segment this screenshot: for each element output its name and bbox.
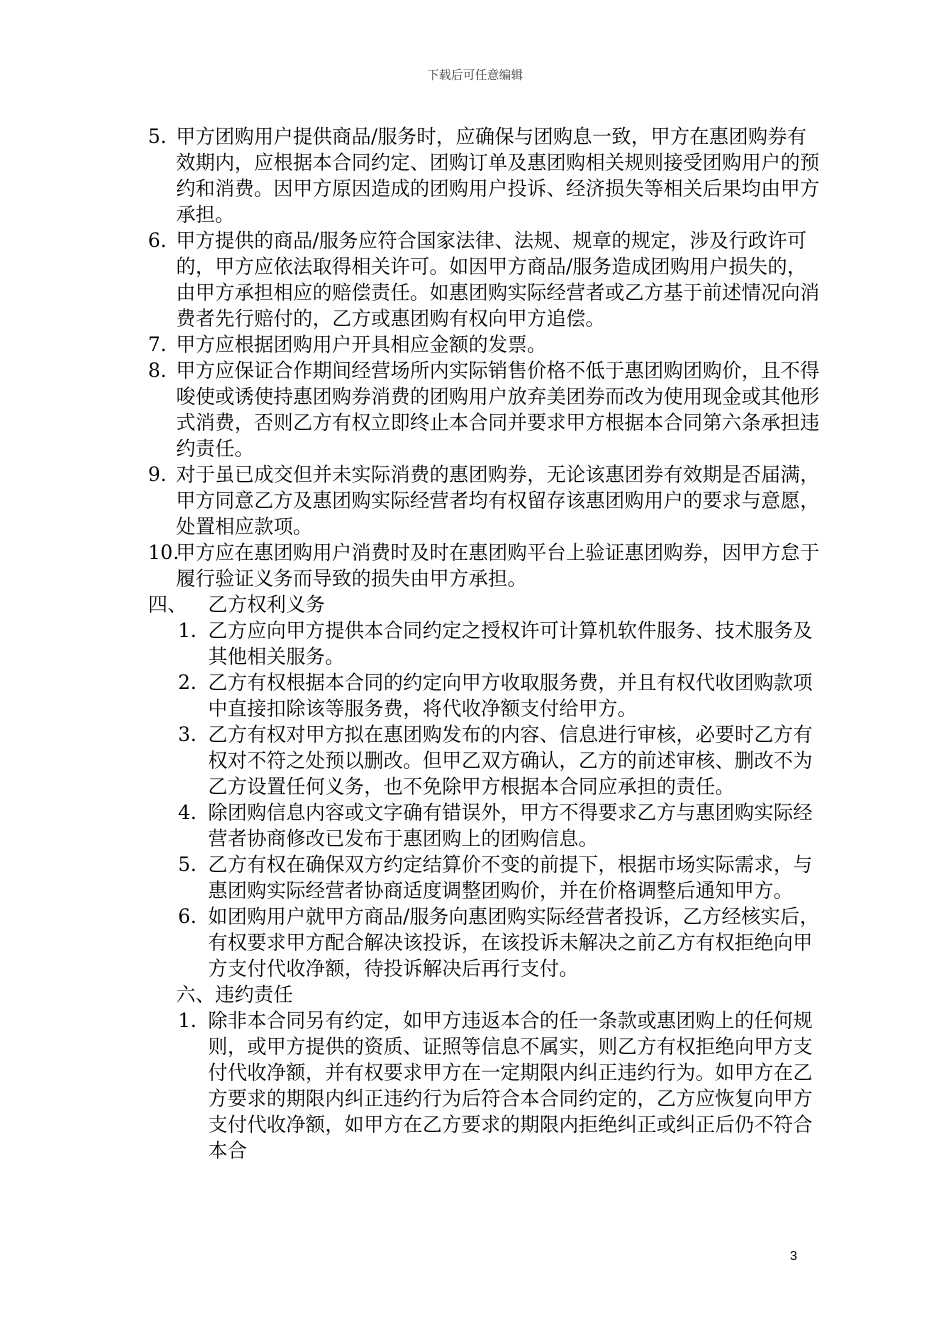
item-number: 6. [178,905,197,928]
list-item [178,1008,820,1164]
list-item [148,462,820,540]
item-text: 除团购信息内容或文字确有错误外，甲方不得要求乙方与惠团购实际经营者协商修改已发布于惠团购上的团购信息。 [208,801,813,850]
list-item [148,228,820,332]
list-item [178,800,820,852]
item-number: 8. [148,359,167,382]
section-title: 六、违约责任 [176,983,294,1006]
item-text: 乙方有权在确保双方约定结算价不变的前提下，根据市场实际需求，与惠团购实际经营者协商适度调整团购价，并在价格调整后通知甲方。 [208,853,813,902]
list-item [178,852,820,904]
item-number: 1. [178,619,197,642]
item-text: 乙方有权根据本合同的约定向甲方收取服务费，并且有权代收团购款项中直接扣除该等服务费，将代收净额支付给甲方。 [208,671,813,720]
list-item [178,722,820,800]
list-item [178,904,820,982]
item-number: 7. [148,333,167,356]
item-text: 甲方提供的商品/服务应符合国家法律、法规、规章的规定，涉及行政许可的，甲方应依法取得相关许可。如因甲方商品/服务造成团购用户损失的，由甲方承担相应的赔偿责任。如惠团购实际经营者或乙方基于前述情况向消费者先行赔付的，乙方或惠团购有权向甲方追偿。 [176,229,820,330]
item-number: 9. [148,463,167,486]
item-text: 甲方应在惠团购用户消费时及时在惠团购平台上验证惠团购券，因甲方怠于履行验证义务而导致的损失由甲方承担。 [176,541,820,590]
item-number: 6. [148,229,167,252]
section-heading-rights-obligations [148,592,820,618]
item-text: 对于虽已成交但并未实际消费的惠团购券，无论该惠团券有效期是否届满，甲方同意乙方及惠团购实际经营者均有权留存该惠团购用户的要求与意愿，处置相应款项。 [176,463,820,538]
item-number: 3. [178,723,197,746]
item-text: 甲方团购用户提供商品/服务时，应确保与团购息一致，甲方在惠团购券有效期内，应根据本合同约定、团购订单及惠团购相关规则接受团购用户的预约和消费。因甲方原因造成的团购用户投诉、经济损失等相关后果均由甲方承担。 [176,125,820,226]
list-item [148,332,820,358]
list-item [148,124,820,228]
page-number: 3 [790,1248,798,1263]
item-text: 甲方应保证合作期间经营场所内实际销售价格不低于惠团购团购价，且不得唆使或诱使持惠团购券消费的团购用户放弃美团券而改为使用现金或其他形式消费，否则乙方有权立即终止本合同并要求甲方根据本合同第六条承担违约责任。 [176,359,820,460]
item-number: 5. [178,853,197,876]
item-number: 1. [178,1009,197,1032]
item-text: 乙方有权对甲方拟在惠团购发布的内容、信息进行审核，必要时乙方有权对不符之处预以删改。但甲乙双方确认，乙方的前述审核、删改不为乙方设置任何义务，也不免除甲方根据本合同应承担的责任。 [208,723,813,798]
item-number: 2. [178,671,197,694]
item-number: 10. [148,541,180,564]
list-item [148,358,820,462]
item-text: 除非本合同另有约定，如甲方违返本合的任一条款或惠团购上的任何规则，或甲方提供的资质、证照等信息不属实，则乙方有权拒绝向甲方支付代收净额，并有权要求甲方在一定期限内纠正违约行为。如甲方在乙方要求的期限内纠正违约行为后符合本合同约定的，乙方应恢复向甲方支付代收净额，如甲方在乙方要求的期限内拒绝纠正或纠正后仍不符合本合 [208,1009,813,1162]
list-item [178,670,820,722]
list-item [178,618,820,670]
item-text: 甲方应根据团购用户开具相应金额的发票。 [176,333,547,356]
item-text: 乙方应向甲方提供本合同约定之授权许可计算机软件服务、技术服务及其他相关服务。 [208,619,813,668]
item-text: 如团购用户就甲方商品/服务向惠团购实际经营者投诉，乙方经核实后，有权要求甲方配合解决该投诉，在该投诉未解决之前乙方有权拒绝向甲方支付代收净额，待投诉解决后再行支付。 [208,905,820,980]
section-number: 四、 [148,593,188,616]
list-item [148,540,820,592]
item-number: 5. [148,125,167,148]
section-title: 乙方权利义务 [208,593,326,616]
section-heading-breach-liability [176,982,820,1008]
document-body [148,124,820,1164]
page-header: 下载后可任意编辑 [426,68,523,82]
item-number: 4. [178,801,197,824]
